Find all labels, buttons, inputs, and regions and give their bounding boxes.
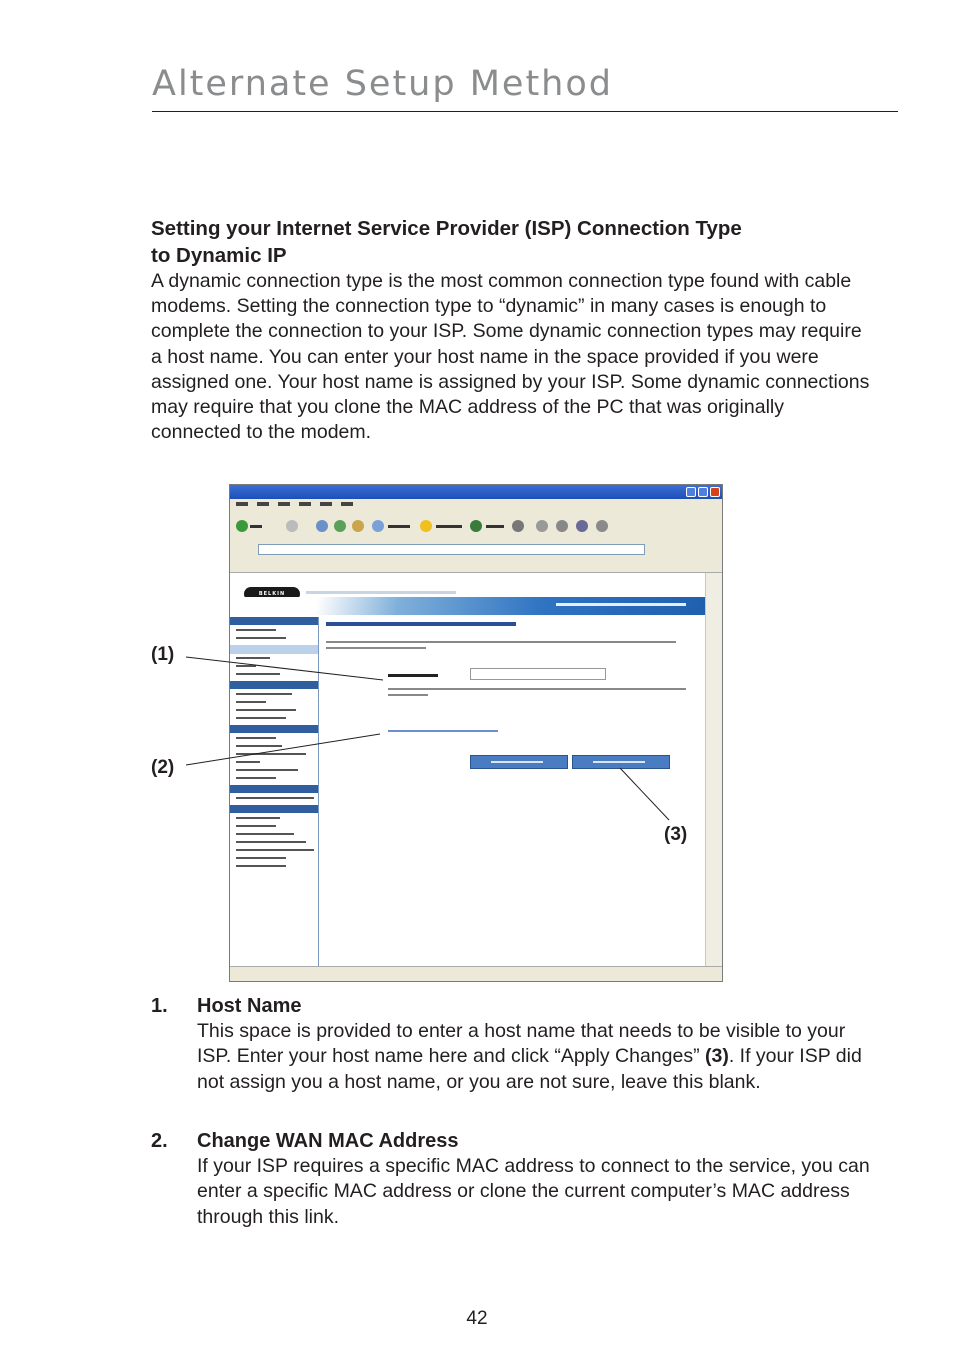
section-heading-line2: to Dynamic IP [151, 244, 287, 267]
search-icon [372, 520, 384, 532]
page-header-title: Alternate Setup Method [152, 64, 613, 104]
header-divider [152, 111, 898, 112]
router-sidebar [230, 617, 319, 967]
item-number: 2. [151, 1130, 168, 1152]
apply-changes-button [572, 755, 670, 769]
browser-scrollbar [705, 573, 722, 967]
close-icon [710, 487, 720, 497]
item-title-change-wan-mac: Change WAN MAC Address [197, 1130, 459, 1152]
print-icon [556, 520, 568, 532]
section-body-text: A dynamic connection type is the most common connection type found with cable modems. Setting the connection type to “dynamic” in many cases is enough to complete the connection to your ISP. Some dynamic connection types may require a host name. You can enter your host name in the space provided if you were assigned one. Your host name is assigned by your ISP. Some dynamic connections may require that you clone the MAC address of the PC that was originally connected to the modem. [151, 270, 870, 444]
callout-label-1: (1) [151, 644, 175, 665]
router-header-bar [230, 597, 710, 615]
mail-icon [536, 520, 548, 532]
google-toolbar [230, 556, 722, 573]
edit-icon [576, 520, 588, 532]
router-content-title [326, 622, 516, 626]
item-title-host-name: Host Name [197, 995, 302, 1017]
maximize-icon [698, 487, 708, 497]
item-body-change-wan-mac: If your ISP requires a specific MAC address to connect to the service, you can enter a specific MAC address or clone the current computer’s MAC address through this link. [197, 1155, 870, 1228]
callout-label-2: (2) [151, 757, 175, 778]
browser-titlebar [230, 485, 722, 499]
refresh-icon [334, 520, 346, 532]
belkin-logo: BELKIN [244, 587, 300, 601]
router-web-page [230, 573, 708, 967]
favorites-icon [420, 520, 432, 532]
section-heading [151, 215, 851, 269]
media-icon [470, 520, 482, 532]
section-heading-line1: Setting your Internet Service Provider (ISP) Connection Type [151, 217, 742, 240]
page-number: 42 [466, 1308, 488, 1329]
address-field [258, 544, 645, 555]
stop-icon [316, 520, 328, 532]
router-screenshot [229, 484, 723, 982]
change-wan-mac-link [388, 730, 498, 732]
browser-menubar [230, 499, 722, 513]
browser-addressbar [230, 542, 722, 557]
item-number: 1. [151, 995, 168, 1017]
messenger-icon [596, 520, 608, 532]
back-icon [236, 520, 248, 532]
minimize-icon [686, 487, 696, 497]
history-icon [512, 520, 524, 532]
host-name-input [470, 668, 606, 680]
item-body-host-name: This space is provided to enter a host name that needs to be visible to your ISP. Enter your host name here and click “Apply Changes” (3). If your ISP did not assign you a host name, or you are not sure, leave this blank. [197, 1020, 862, 1093]
home-icon [352, 520, 364, 532]
forward-icon [286, 520, 298, 532]
browser-toolbar [230, 512, 722, 543]
callout-label-3: (3) [664, 824, 688, 845]
clear-changes-button [470, 755, 568, 769]
browser-statusbar [230, 966, 722, 981]
host-name-label [388, 674, 438, 677]
